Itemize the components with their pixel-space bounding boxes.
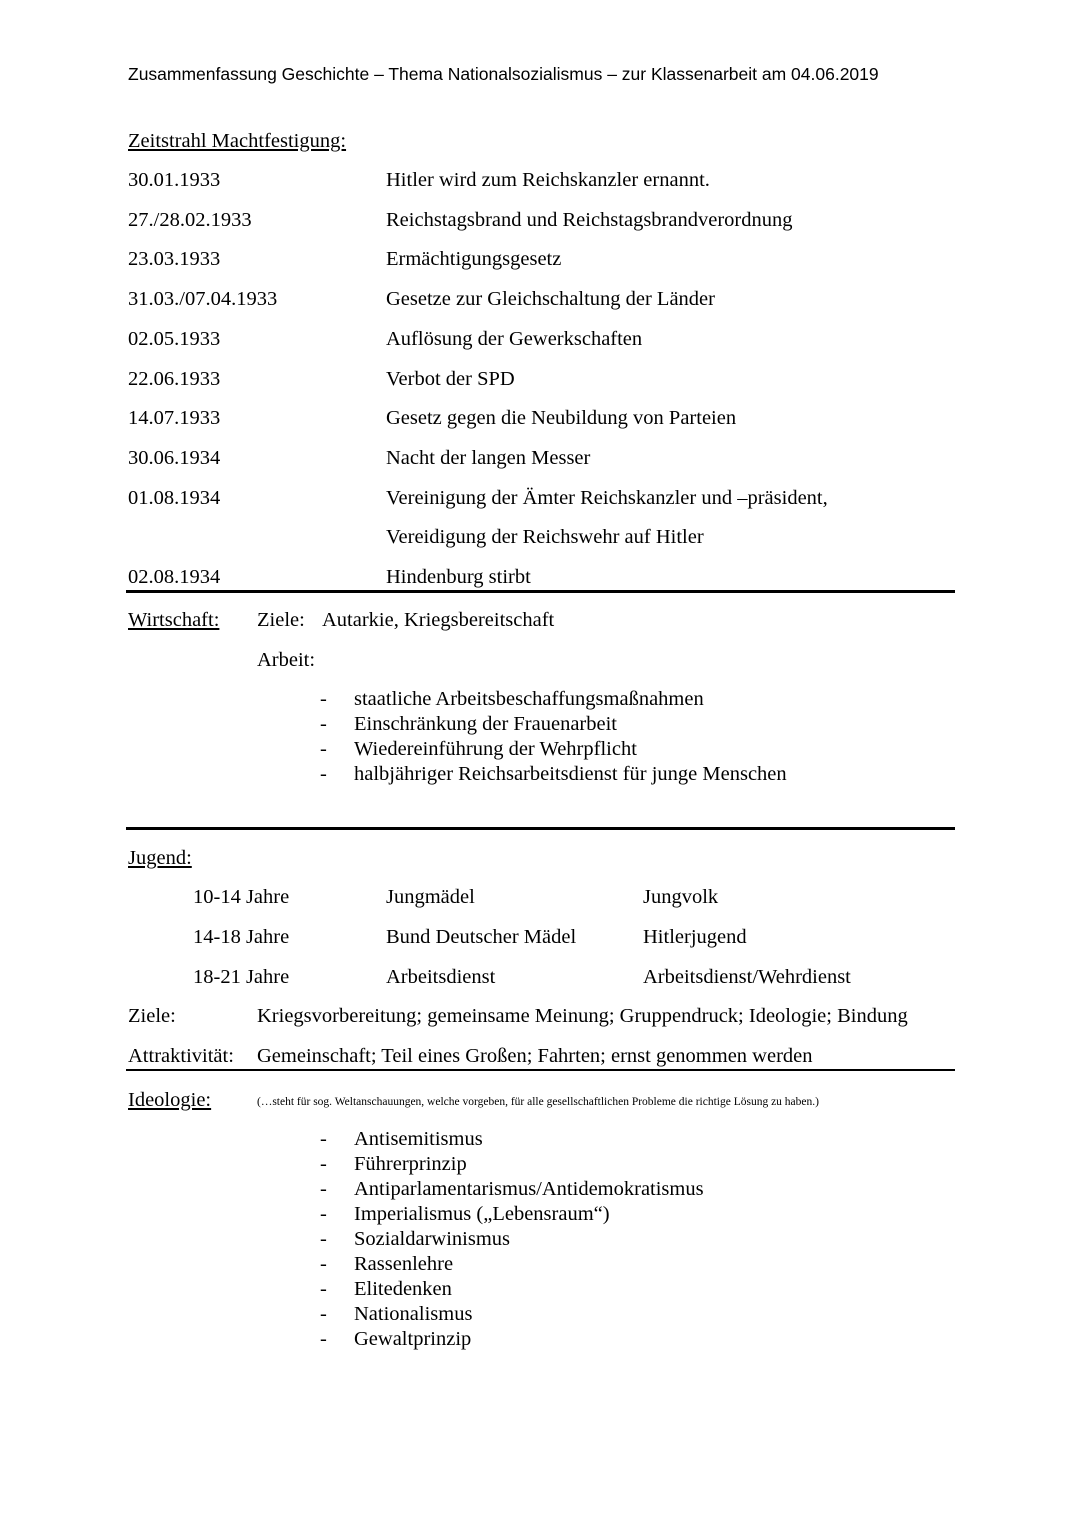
list-item-text: Elitedenken xyxy=(354,1278,452,1300)
section-divider xyxy=(126,590,955,593)
list-item-text: Einschränkung der Frauenarbeit xyxy=(354,713,617,735)
dash-bullet-icon: - xyxy=(320,763,327,785)
dash-bullet-icon: - xyxy=(320,1253,327,1275)
wirtschaft-bullet-list xyxy=(320,687,787,787)
list-item-text: staatliche Arbeitsbeschaffungsmaßnahmen xyxy=(354,688,704,710)
timeline-date: 31.03./07.04.1933 xyxy=(128,288,278,310)
list-item-text: Führerprinzip xyxy=(354,1153,467,1175)
list-item-text: Gewaltprinzip xyxy=(354,1328,472,1350)
list-item xyxy=(320,687,787,712)
wirtschaft-arbeit-label: Arbeit: xyxy=(257,649,316,671)
dash-bullet-icon: - xyxy=(320,1128,327,1150)
jugend-cell-boys: Arbeitsdienst/Wehrdienst xyxy=(643,966,851,988)
dash-bullet-icon: - xyxy=(320,1153,327,1175)
list-item-text: Wiedereinführung der Wehrpflicht xyxy=(354,738,637,760)
list-item xyxy=(320,737,787,762)
jugend-cell-boys: Jungvolk xyxy=(643,886,719,908)
timeline-date: 30.06.1934 xyxy=(128,447,221,469)
dash-bullet-icon: - xyxy=(320,1228,327,1250)
list-item xyxy=(320,1327,704,1352)
dash-bullet-icon: - xyxy=(320,1203,327,1225)
timeline-date: 22.06.1933 xyxy=(128,368,221,390)
timeline-date: 23.03.1933 xyxy=(128,248,221,270)
ideologie-note: (…steht für sog. Weltanschauungen, welche vorgeben, für alle gesellschaftlichen Probleme die richtige Lösung zu haben.) xyxy=(257,1096,819,1108)
jugend-cell-age: 14-18 Jahre xyxy=(193,926,290,948)
dash-bullet-icon: - xyxy=(320,688,327,710)
dash-bullet-icon: - xyxy=(320,1303,327,1325)
dash-bullet-icon: - xyxy=(320,738,327,760)
timeline-event: Verbot der SPD xyxy=(386,368,515,390)
list-item xyxy=(320,1152,704,1177)
jugend-attr-label: Attraktivität: xyxy=(128,1045,234,1067)
list-item-text: Nationalismus xyxy=(354,1303,473,1325)
list-item xyxy=(320,1302,704,1327)
timeline-event: Gesetze zur Gleichschaltung der Länder xyxy=(386,288,715,310)
jugend-ziele-text: Kriegsvorbereitung; gemeinsame Meinung; Gruppendruck; Ideologie; Bindung xyxy=(257,1005,908,1027)
timeline-date: 14.07.1933 xyxy=(128,407,221,429)
timeline-date: 01.08.1934 xyxy=(128,487,221,509)
list-item-text: halbjähriger Reichsarbeitsdienst für junge Menschen xyxy=(354,763,787,785)
wirtschaft-ziele-text: Autarkie, Kriegsbereitschaft xyxy=(322,609,555,631)
dash-bullet-icon: - xyxy=(320,1278,327,1300)
jugend-cell-age: 18-21 Jahre xyxy=(193,966,290,988)
timeline-date: 27./28.02.1933 xyxy=(128,209,252,231)
jugend-cell-age: 10-14 Jahre xyxy=(193,886,290,908)
timeline-event: Ermächtigungsgesetz xyxy=(386,248,562,270)
list-item-text: Antisemitismus xyxy=(354,1128,483,1150)
dash-bullet-icon: - xyxy=(320,713,327,735)
timeline-date: 30.01.1933 xyxy=(128,169,221,191)
wirtschaft-ziele-label: Ziele: xyxy=(257,609,305,631)
list-item xyxy=(320,1177,704,1202)
timeline-date: 02.05.1933 xyxy=(128,328,221,350)
list-item xyxy=(320,712,787,737)
ideologie-bullet-list xyxy=(320,1127,704,1352)
list-item xyxy=(320,762,787,787)
ideologie-heading: Ideologie: xyxy=(128,1089,212,1111)
jugend-cell-girls: Jungmädel xyxy=(386,886,475,908)
list-item-text: Imperialismus („Lebensraum“) xyxy=(354,1203,610,1225)
list-item xyxy=(320,1202,704,1227)
timeline-event: Auflösung der Gewerkschaften xyxy=(386,328,643,350)
list-item xyxy=(320,1252,704,1277)
list-item-text: Antiparlamentarismus/Antidemokratismus xyxy=(354,1178,704,1200)
list-item xyxy=(320,1227,704,1252)
page-header: Zusammenfassung Geschichte – Thema Nationalsozialismus – zur Klassenarbeit am 04.06.2019 xyxy=(128,64,879,84)
list-item-text: Rassenlehre xyxy=(354,1253,454,1275)
jugend-ziele-label: Ziele: xyxy=(128,1005,176,1027)
dash-bullet-icon: - xyxy=(320,1328,327,1350)
section-divider xyxy=(126,1069,955,1071)
list-item-text: Sozialdarwinismus xyxy=(354,1228,511,1250)
dash-bullet-icon: - xyxy=(320,1178,327,1200)
jugend-cell-girls: Arbeitsdienst xyxy=(386,966,496,988)
timeline-date: 02.08.1934 xyxy=(128,566,221,588)
timeline-event: Vereinigung der Ämter Reichskanzler und –präsident, xyxy=(386,487,828,509)
timeline-event: Hindenburg stirbt xyxy=(386,566,531,588)
jugend-cell-girls: Bund Deutscher Mädel xyxy=(386,926,577,948)
list-item xyxy=(320,1127,704,1152)
list-item xyxy=(320,1277,704,1302)
timeline-heading: Zeitstrahl Machtfestigung: xyxy=(128,130,347,152)
timeline-event: Vereidigung der Reichswehr auf Hitler xyxy=(386,526,704,548)
timeline-event: Nacht der langen Messer xyxy=(386,447,591,469)
timeline-event: Hitler wird zum Reichskanzler ernannt. xyxy=(386,169,710,191)
timeline-event: Gesetz gegen die Neubildung von Parteien xyxy=(386,407,737,429)
wirtschaft-heading: Wirtschaft: xyxy=(128,609,220,631)
jugend-heading: Jugend: xyxy=(128,847,192,869)
jugend-attr-text: Gemeinschaft; Teil eines Großen; Fahrten; ernst genommen werden xyxy=(257,1045,813,1067)
jugend-cell-boys: Hitlerjugend xyxy=(643,926,747,948)
timeline-event: Reichstagsbrand und Reichstagsbrandverordnung xyxy=(386,209,793,231)
section-divider xyxy=(126,827,955,830)
